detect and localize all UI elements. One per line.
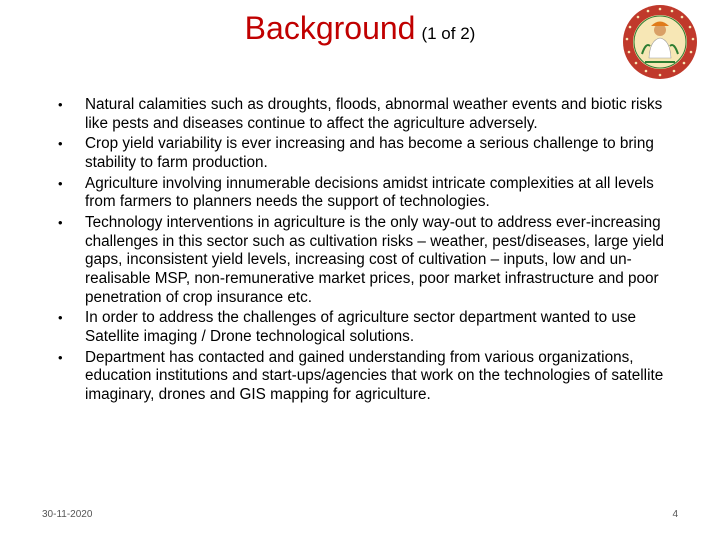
slide-title: [0, 10, 720, 47]
list-item: [50, 349, 670, 405]
bullet-text: Technology interventions in agriculture is the only way-out to address ever-increasing challenges in this sector such as cultivation risks – weather, pest/diseases, large yield gaps, inconsistent yield levels, increasing cost of cultivation – inputs, low and un-realisable MSP, non-remunerative market prices, poor market infrastructure and poor penetration of crop insurance etc.: [85, 214, 665, 306]
footer-date: 30-11-2020: [42, 509, 93, 520]
bullet-icon: •: [58, 310, 63, 326]
list-item: [50, 175, 670, 212]
bullet-text: Agriculture involving innumerable decisions amidst intricate complexities at all levels from farmers to planners needs the support of technologies.: [85, 174, 654, 211]
page-number: 4: [672, 509, 678, 520]
bullet-icon: •: [58, 349, 63, 365]
emblem-logo-icon: [620, 2, 700, 82]
list-item: [50, 96, 670, 133]
bullet-text: Natural calamities such as droughts, floods, abnormal weather events and biotic risks like pests and diseases continue to affect the agriculture adversely.: [85, 96, 663, 132]
list-item: [50, 309, 670, 346]
page-title: Background: [244, 10, 416, 46]
list-item: [50, 135, 670, 172]
bullet-icon: •: [58, 97, 63, 112]
bullet-icon: •: [58, 215, 63, 231]
list-item: [50, 214, 670, 307]
bullet-icon: •: [58, 136, 63, 152]
bullet-icon: •: [58, 175, 63, 191]
bullet-list: [50, 96, 670, 407]
page-subtitle: (1 of 2): [421, 24, 476, 43]
bullet-text: Crop yield variability is ever increasing and has become a serious challenge to bring stability to farm production.: [85, 135, 654, 171]
bullet-text: Department has contacted and gained understanding from various organizations, education institutions and start-ups/agencies that work on the technologies of satellite imaginary, drones and GIS mapping for agriculture.: [85, 348, 664, 403]
bullet-text: In order to address the challenges of agriculture sector department wanted to use Satellite imaging / Drone technological solutions.: [85, 309, 637, 345]
